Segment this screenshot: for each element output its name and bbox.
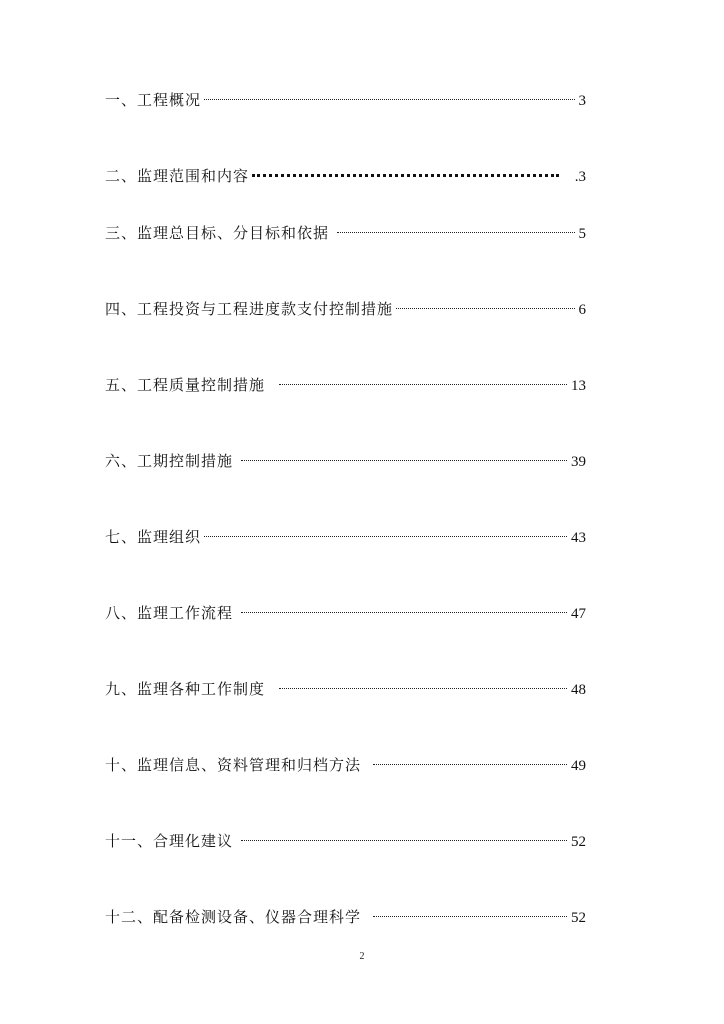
toc-dot-leader	[373, 900, 567, 922]
toc-entry-5	[105, 368, 586, 394]
toc-entry-page: 47	[571, 606, 586, 622]
toc-entry-title: 五、工程质量控制措施	[105, 376, 266, 394]
toc-dot-leader	[252, 159, 559, 181]
toc-entry-10	[105, 748, 586, 774]
toc-dot-leader	[279, 672, 567, 694]
toc-entry-11	[105, 824, 586, 850]
toc-entry-1	[105, 83, 586, 109]
toc-dot-leader	[241, 444, 567, 466]
toc-entry-3	[105, 216, 586, 242]
toc-entry-title: 一、工程概况	[105, 91, 202, 109]
toc-dot-leader	[241, 824, 567, 846]
toc-entry-page: 52	[571, 910, 586, 926]
toc-entry-12	[105, 900, 586, 926]
toc-entry-page: .3	[574, 169, 586, 185]
toc-entry-6	[105, 444, 586, 470]
toc-entry-title: 四、工程投资与工程进度款支付控制措施	[105, 300, 394, 318]
toc-entry-title: 二、监理范围和内容	[105, 167, 250, 185]
toc-dot-leader	[373, 748, 567, 770]
toc-entry-page: 3	[578, 93, 586, 109]
toc-entry-title: 六、工期控制措施	[105, 452, 234, 470]
toc-entry-title: 七、监理组织	[105, 528, 202, 546]
toc-entry-page: 39	[571, 454, 586, 470]
toc-dot-leader	[204, 520, 567, 542]
toc-entry-page: 13	[571, 378, 586, 394]
page-number: 2	[359, 951, 365, 962]
toc-entry-8	[105, 596, 586, 622]
toc-entry-page: 52	[571, 834, 586, 850]
toc-entry-4	[105, 292, 586, 318]
toc-dot-leader	[337, 216, 574, 238]
toc-entry-9	[105, 672, 586, 698]
toc-entry-title: 十一、合理化建议	[105, 832, 234, 850]
toc-entry-title: 三、监理总目标、分目标和依据	[105, 224, 330, 242]
toc-dot-leader	[204, 83, 574, 105]
toc-dot-leader	[279, 368, 567, 390]
toc-entry-title: 九、监理各种工作制度	[105, 680, 266, 698]
toc-entry-title: 十、监理信息、资料管理和归档方法	[105, 756, 362, 774]
toc-entry-2	[105, 159, 586, 185]
toc-entry-page: 48	[571, 682, 586, 698]
toc-entry-page: 6	[578, 302, 586, 318]
toc-entry-title: 八、监理工作流程	[105, 604, 234, 622]
toc-entry-page: 43	[571, 530, 586, 546]
toc-dot-leader	[396, 292, 574, 314]
toc-entry-page: 49	[571, 758, 586, 774]
toc-entry-7	[105, 520, 586, 546]
toc-entry-title: 十二、配备检测设备、仪器合理科学	[105, 908, 362, 926]
toc-dot-leader	[241, 596, 567, 618]
toc-entry-page: 5	[578, 226, 586, 242]
